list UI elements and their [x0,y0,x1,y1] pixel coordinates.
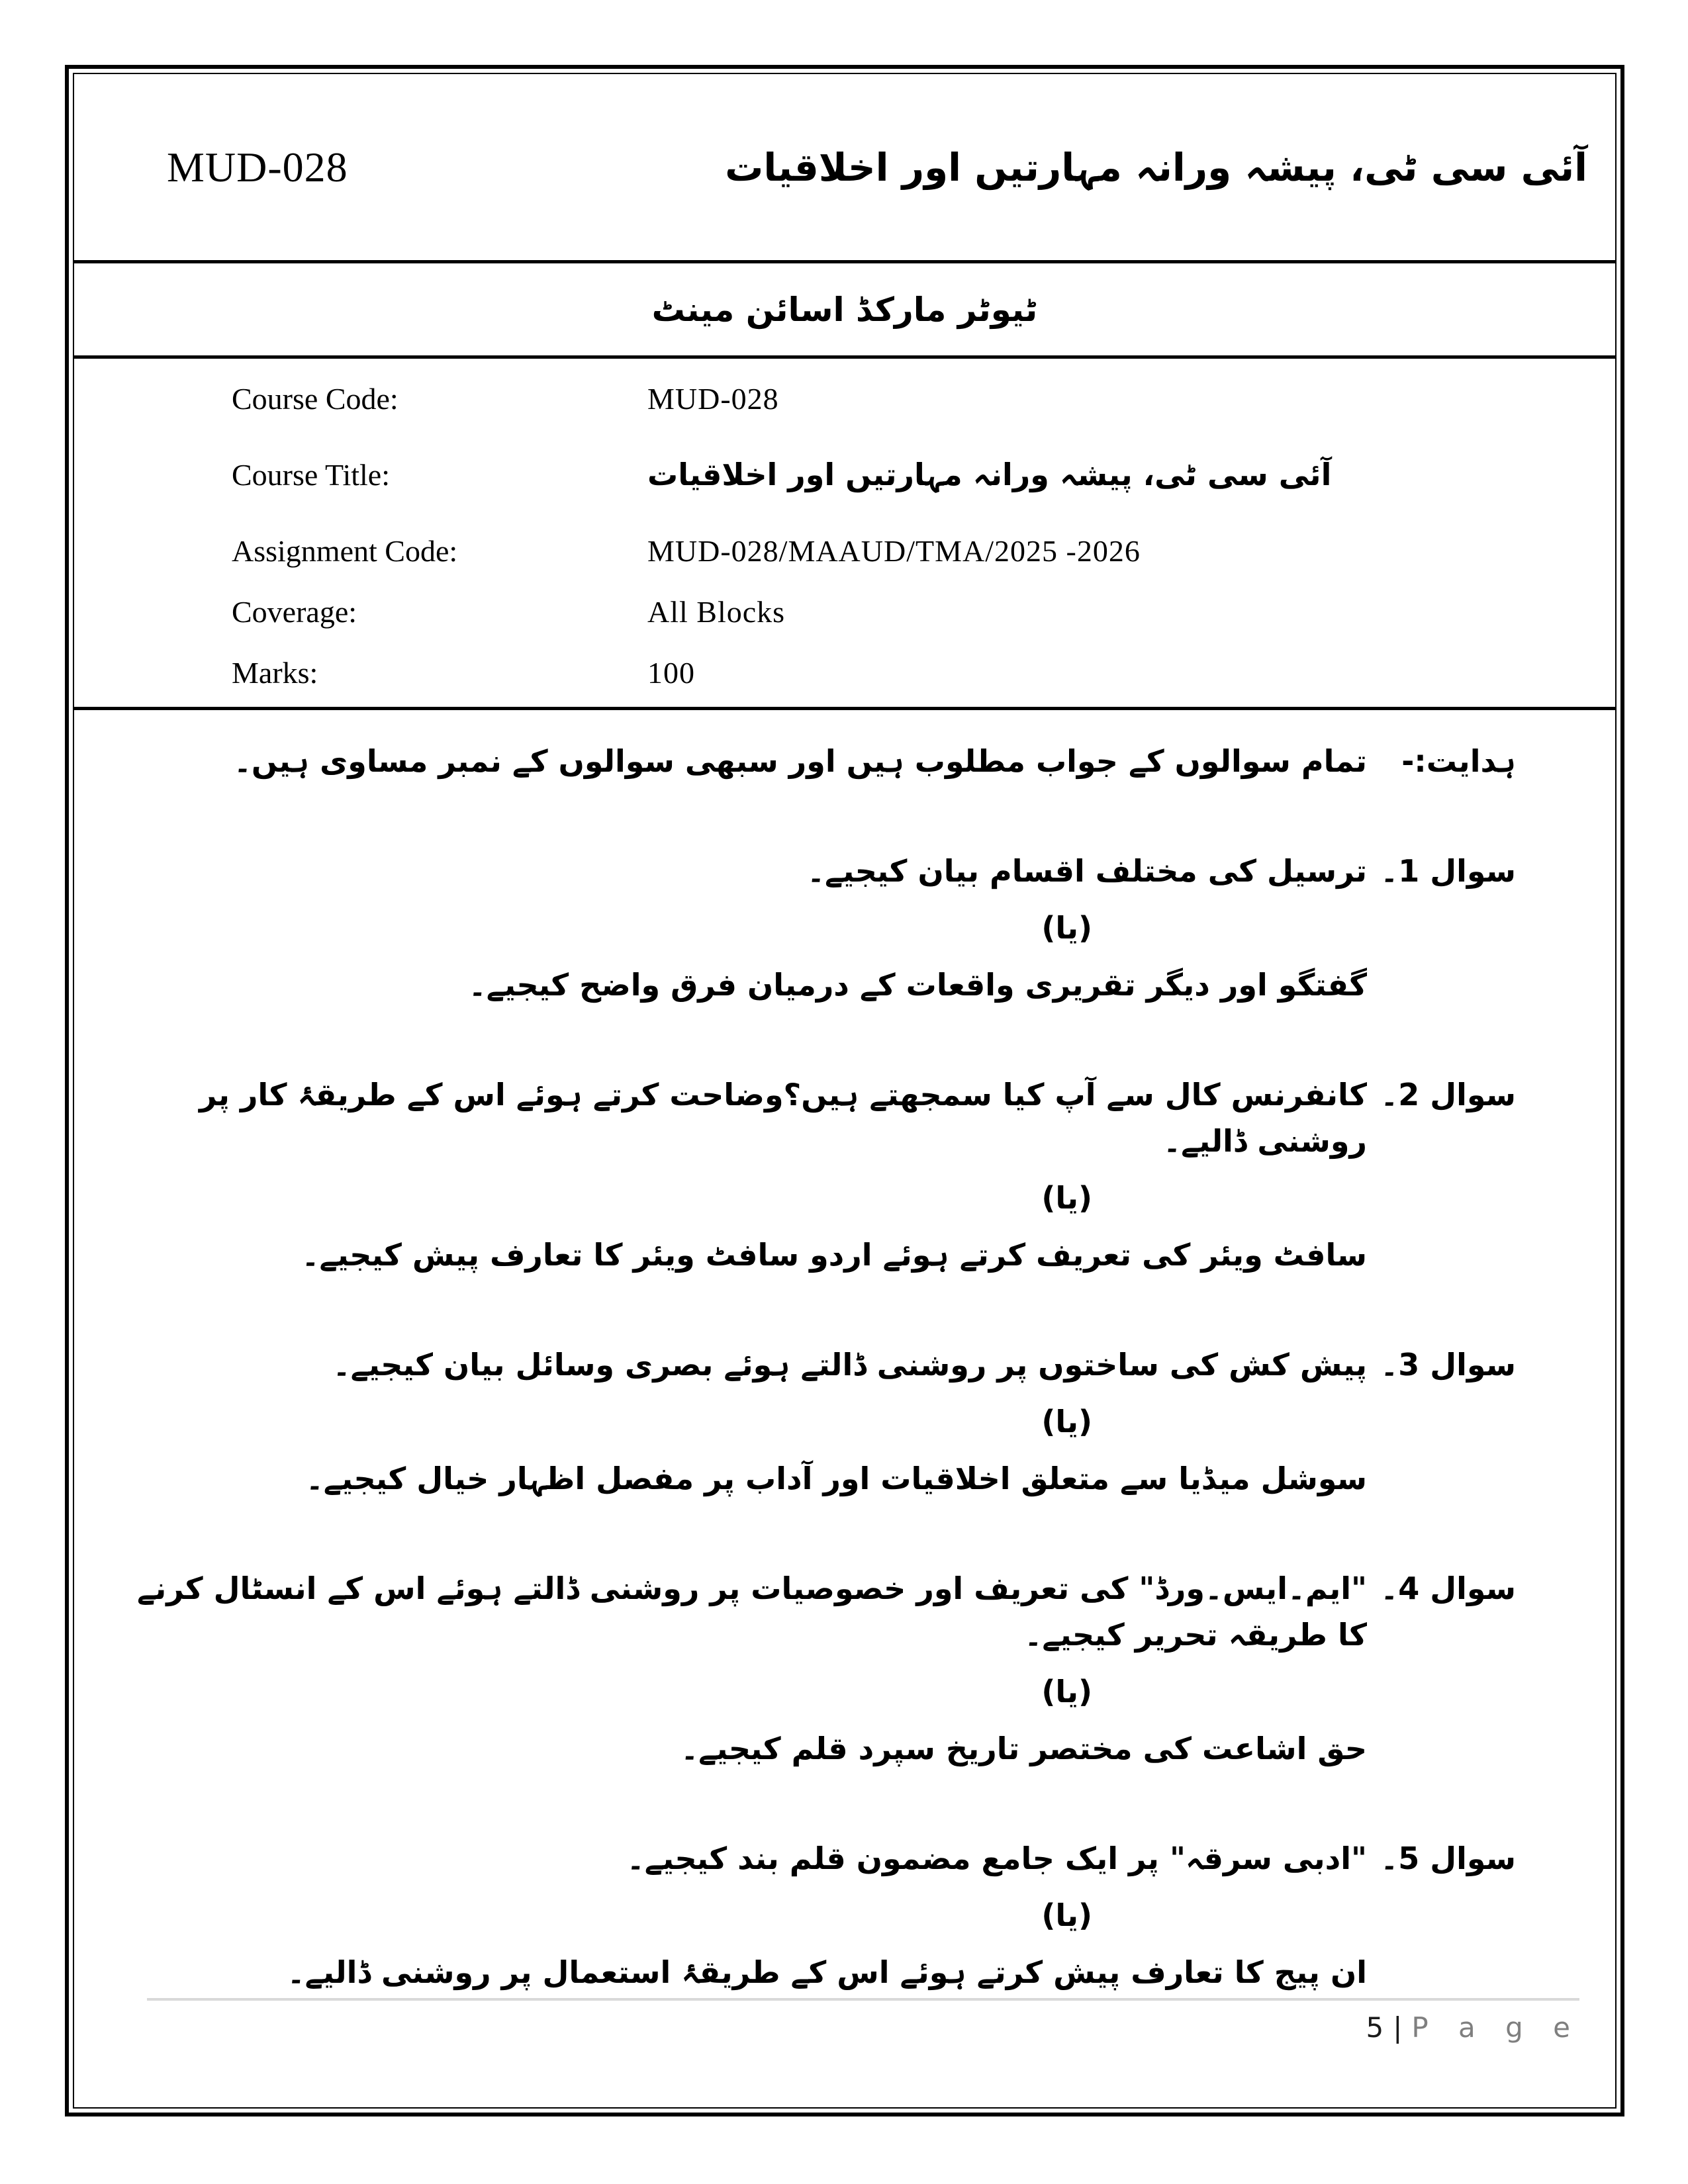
subheader-row [74,263,1615,359]
question-5-number: سوال 5۔ [1380,1841,1516,1876]
question-2-row [114,1071,1516,1164]
page-number: 5 [1366,2011,1384,2044]
header-row [74,74,1615,263]
question-4-row [114,1565,1516,1658]
coverage-label: Coverage: [232,594,357,629]
question-5-row [114,1835,1516,1882]
page-label: P a g e [1411,2011,1581,2044]
questions-section [74,710,1615,1998]
page-footer [74,1998,1615,2107]
course-code-row [232,368,1615,429]
question-3-or: (یا) [1041,1404,1092,1439]
assignment-code-label: Assignment Code: [232,533,458,568]
coverage-value: All Blocks [647,594,786,629]
question-4-or: (یا) [1041,1674,1092,1709]
question-3-text: پیش کش کی ساختوں پر روشنی ڈالتے ہوئے بصری وسائل بیان کیجیے۔ [332,1347,1367,1383]
course-info-table [74,359,1615,710]
question-1-alt: گفتگو اور دیگر تقریری واقعات کے درمیان فرق واضح کیجیے۔ [468,967,1367,1003]
assignment-code-value: MUD-028/MAAUD/TMA/2025 -2026 [647,533,1141,568]
course-title-value: آئی سی ٹی، پیشہ ورانہ مہارتیں اور اخلاقیات [647,457,1332,492]
course-code-label: Course Code: [232,381,399,416]
course-code-value: MUD-028 [647,381,779,416]
question-2-text: کانفرنس کال سے آپ کیا سمجھتے ہیں؟وضاحت کرتے ہوئے اس کے طریقۂ کار پر روشنی ڈالیے۔ [199,1077,1367,1159]
marks-label: Marks: [232,655,318,690]
page-number-separator: | [1393,2011,1403,2044]
question-2-or: (یا) [1041,1180,1092,1216]
question-4-number: سوال 4۔ [1380,1570,1516,1606]
outer-frame [65,65,1624,2116]
question-4-alt: حق اشاعت کی مختصر تاریخ سپرد قلم کیجیے۔ [680,1731,1367,1766]
question-5-or: (یا) [1041,1897,1092,1933]
question-3-number: سوال 3۔ [1380,1347,1516,1383]
question-1-text: ترسیل کی مختلف اقسام بیان کیجیے۔ [807,853,1367,889]
marks-value: 100 [647,655,695,690]
question-2-alt: سافٹ ویئر کی تعریف کرتے ہوئے اردو سافٹ ویئر کا تعارف پیش کیجیے۔ [301,1237,1367,1273]
question-3-row [114,1342,1516,1388]
assignment-code-row [232,520,1615,581]
footer-divider [147,1998,1579,2001]
question-1-number: سوال 1۔ [1380,853,1516,889]
question-5-text: "ادبی سرقہ" پر ایک جامع مضمون قلم بند کیجیے۔ [626,1841,1367,1876]
instructions-text: تمام سوالوں کے جواب مطلوب ہیں اور سبھی سوالوں کے نمبر مساوی ہیں۔ [233,743,1367,779]
coverage-row [232,581,1615,642]
question-1-row [114,848,1516,894]
page-number-line [109,2011,1581,2044]
course-title-header-urdu: آئی سی ٹی، پیشہ ورانہ مہارتیں اور اخلاقیات [725,144,1587,190]
course-title-label: Course Title: [232,457,391,492]
course-title-row [232,429,1615,520]
question-4-text: "ایم۔ایس۔ورڈ" کی تعریف اور خصوصیات پر روشنی ڈالتے ہوئے اس کے انسٹال کرنے کا طریقہ تحریر کیجیے۔ [137,1570,1367,1653]
question-2-number: سوال 2۔ [1380,1077,1516,1113]
assignment-type-title: ٹیوٹر مارکڈ اسائن مینٹ [651,290,1038,329]
question-1-or: (یا) [1041,910,1092,946]
course-code-header: MUD-028 [167,143,348,191]
instructions-row [114,738,1516,784]
inner-frame [73,73,1617,2109]
question-5-alt: ان پیج کا تعارف پیش کرتے ہوئے اس کے طریقۂ استعمال پر روشنی ڈالیے۔ [287,1954,1367,1990]
marks-row [232,642,1615,703]
instructions-label: ہدایت:- [1401,743,1516,779]
question-3-alt: سوشل میڈیا سے متعلق اخلاقیات اور آداب پر مفصل اظہار خیال کیجیے۔ [305,1461,1367,1496]
